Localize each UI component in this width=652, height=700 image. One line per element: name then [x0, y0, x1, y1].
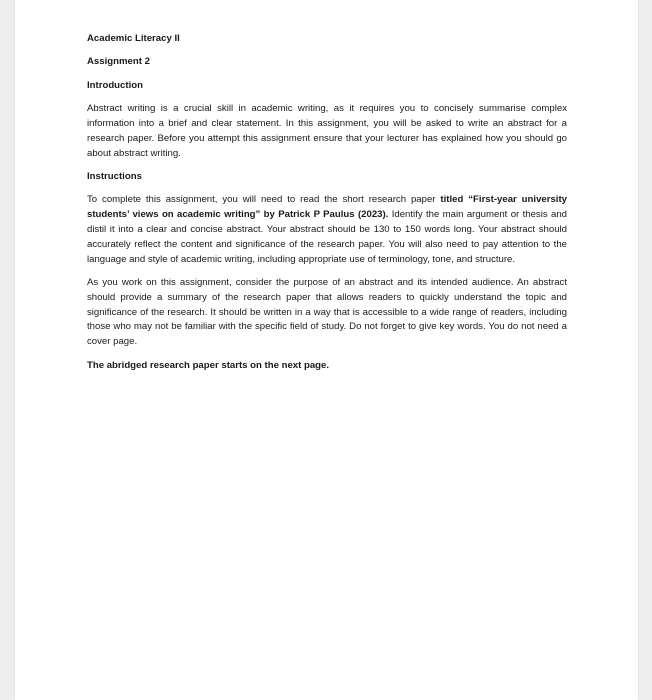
paper-title-reference: titled “First-year university students’ views on academic writing” by Patrick P Paulus (2023). — [87, 194, 568, 221]
instructions-paragraph — [87, 193, 567, 267]
introduction-heading: Introduction — [87, 79, 143, 91]
course-title: Academic Literacy II — [87, 33, 180, 44]
document-content — [87, 32, 567, 382]
next-page-note: The abridged research paper starts on the next page. — [87, 359, 330, 371]
assignment-title: Assignment 2 — [87, 56, 150, 68]
abstract-purpose-paragraph: As you work on this assignment, consider the purpose of an abstract and its intended audience. An abstract should provide a summary of the research paper that allows readers to quickly understand the topic and significance of the research. It should be written in a way that is accessible to a wide range of readers, including those who may not be familiar with the specific field of study. Do not forget to give key words. You do not need a cover page. — [87, 276, 567, 348]
introduction-paragraph: Abstract writing is a crucial skill in academic writing, as it requires you to concisely summarise complex information into a brief and clear statement. In this assignment, you will be asked to write an abstract for a research paper. Before you attempt this assignment ensure that your lecturer has explained how you should go about abstract writing. — [87, 103, 567, 159]
instructions-text-part-1: To complete this assignment, you will need to read the short research paper — [87, 194, 441, 206]
instructions-heading: Instructions — [87, 170, 142, 182]
document-page — [15, 0, 638, 700]
instructions-text-part-2: Identify the main argument or thesis and distil it into a clear and concise abstract. Your abstract should be 130 to 150 words long. Your abstract should accurately reflect the content and significance of the research paper. You will also need to pay attention to the language and style of academic writing, including appropriate use of terminology, tone, and structure. — [87, 209, 567, 265]
